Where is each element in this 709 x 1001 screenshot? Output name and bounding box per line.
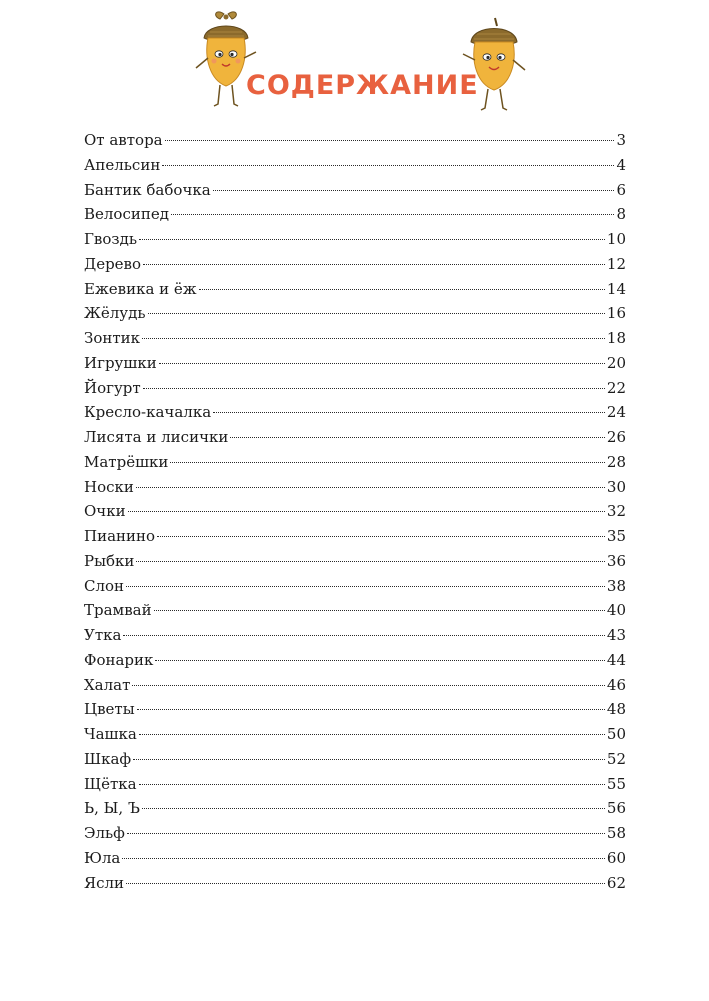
toc-entry-label: Кресло-качалка <box>84 403 212 422</box>
toc-entry[interactable] <box>84 871 626 896</box>
toc-entry-label: Чашка <box>84 725 137 743</box>
toc-entry-page-number: 56 <box>606 799 626 818</box>
dot-leader <box>137 709 605 710</box>
toc-entry[interactable] <box>84 425 626 450</box>
dot-leader <box>213 412 605 413</box>
toc-entry-page-number: 40 <box>606 601 626 620</box>
toc-entry-page-number: 38 <box>606 576 626 595</box>
toc-entry-label: Шкаф <box>84 749 132 768</box>
dot-leader <box>148 313 605 314</box>
toc-entry[interactable] <box>84 821 626 846</box>
toc-entry-page-number: 60 <box>606 848 626 867</box>
toc-entry[interactable] <box>84 450 626 475</box>
toc-entry-label: Пианино <box>84 527 156 545</box>
table-of-contents <box>84 128 626 895</box>
toc-entry[interactable] <box>84 648 626 673</box>
toc-entry[interactable] <box>84 400 626 425</box>
toc-entry[interactable] <box>84 598 626 623</box>
toc-entry[interactable] <box>84 326 626 351</box>
toc-entry-label: Гвоздь <box>84 230 137 248</box>
dot-leader <box>199 289 605 290</box>
toc-entry-page-number: 22 <box>606 378 626 397</box>
dot-leader <box>143 388 605 389</box>
toc-entry-label: Трамвай <box>84 601 152 620</box>
toc-entry[interactable] <box>84 153 626 178</box>
dot-leader <box>136 561 604 562</box>
dot-leader <box>165 140 615 141</box>
dot-leader <box>142 808 605 809</box>
toc-entry[interactable] <box>84 846 626 871</box>
toc-entry-label: Фонарик <box>84 650 154 669</box>
page-title: СОДЕРЖАНИЕ <box>246 70 479 101</box>
toc-entry-page-number: 50 <box>606 725 626 743</box>
toc-entry-page-number: 28 <box>606 452 626 471</box>
toc-entry[interactable] <box>84 697 626 722</box>
toc-entry-label: Слон <box>84 576 125 595</box>
toc-entry-label: Апельсин <box>84 155 161 174</box>
toc-entry[interactable] <box>84 277 626 302</box>
toc-entry-label: Дерево <box>84 254 142 273</box>
toc-entry[interactable] <box>84 301 626 326</box>
toc-entry[interactable] <box>84 128 626 153</box>
toc-entry-label: Ь, Ы, Ъ <box>84 799 140 818</box>
dot-leader <box>136 487 605 488</box>
dot-leader <box>170 462 605 463</box>
toc-entry-page-number: 10 <box>606 230 626 248</box>
toc-entry[interactable] <box>84 524 626 549</box>
toc-entry-page-number: 44 <box>606 650 626 669</box>
dot-leader <box>142 338 605 339</box>
toc-entry-page-number: 52 <box>606 749 626 768</box>
dot-leader <box>139 734 605 735</box>
acorn-boy-icon <box>455 14 533 114</box>
toc-entry-label: Йогурт <box>84 378 141 397</box>
dot-leader <box>123 635 604 636</box>
dot-leader <box>154 610 605 611</box>
toc-entry-page-number: 30 <box>606 477 626 496</box>
dot-leader <box>171 214 614 215</box>
toc-entry-label: От автора <box>84 131 163 149</box>
toc-entry-label: Юла <box>84 848 121 867</box>
toc-entry-page-number: 32 <box>606 502 626 521</box>
dot-leader <box>230 437 605 438</box>
toc-entry[interactable] <box>84 574 626 599</box>
toc-entry-label: Цветы <box>84 700 135 719</box>
dot-leader <box>122 858 605 859</box>
toc-entry-label: Ежевика и ёж <box>84 279 197 298</box>
toc-entry-label: Бантик бабочка <box>84 180 211 199</box>
toc-entry[interactable] <box>84 673 626 698</box>
toc-entry[interactable] <box>84 252 626 277</box>
toc-entry-label: Зонтик <box>84 329 141 347</box>
toc-entry-page-number: 16 <box>606 304 626 323</box>
toc-entry-page-number: 20 <box>606 353 626 372</box>
dot-leader <box>139 239 605 240</box>
toc-entry[interactable] <box>84 227 626 252</box>
dot-leader <box>157 536 605 537</box>
toc-entry-page-number: 18 <box>606 329 626 347</box>
dot-leader <box>159 363 605 364</box>
toc-entry-page-number: 14 <box>606 279 626 298</box>
toc-entry-page-number: 58 <box>606 824 626 842</box>
toc-entry-label: Халат <box>84 675 131 694</box>
toc-entry-label: Эльф <box>84 824 125 842</box>
toc-entry[interactable] <box>84 499 626 524</box>
toc-entry-label: Жёлудь <box>84 304 146 323</box>
dot-leader <box>133 759 605 760</box>
toc-entry[interactable] <box>84 549 626 574</box>
dot-leader <box>162 165 614 166</box>
toc-entry-page-number: 12 <box>606 254 626 273</box>
toc-entry-page-number: 35 <box>606 527 626 545</box>
dot-leader <box>127 833 605 834</box>
toc-entry-page-number: 62 <box>606 873 626 892</box>
toc-entry-label: Утка <box>84 626 122 644</box>
toc-entry-page-number: 48 <box>606 700 626 719</box>
toc-entry[interactable] <box>84 623 626 648</box>
dot-leader <box>126 586 605 587</box>
toc-entry[interactable] <box>84 722 626 747</box>
toc-entry-label: Щётка <box>84 774 137 793</box>
dot-leader <box>132 685 605 686</box>
toc-entry-page-number: 8 <box>616 205 626 224</box>
toc-entry-label: Ясли <box>84 873 125 892</box>
dot-leader <box>126 883 605 884</box>
toc-entry-label: Матрёшки <box>84 452 169 471</box>
toc-entry[interactable] <box>84 376 626 401</box>
toc-entry-label: Рыбки <box>84 551 135 570</box>
toc-entry-label: Носки <box>84 477 134 496</box>
toc-entry-page-number: 6 <box>616 180 626 199</box>
toc-entry-page-number: 36 <box>606 551 626 570</box>
toc-entry-page-number: 3 <box>616 131 626 149</box>
dot-leader <box>155 660 605 661</box>
dot-leader <box>128 511 605 512</box>
toc-entry[interactable] <box>84 475 626 500</box>
toc-entry[interactable] <box>84 178 626 203</box>
toc-entry[interactable] <box>84 747 626 772</box>
toc-entry-page-number: 55 <box>606 774 626 793</box>
toc-entry[interactable] <box>84 351 626 376</box>
toc-entry[interactable] <box>84 202 626 227</box>
toc-entry-page-number: 24 <box>606 403 626 422</box>
header <box>0 0 709 120</box>
toc-entry-label: Велосипед <box>84 205 169 224</box>
toc-entry-page-number: 4 <box>616 155 626 174</box>
toc-entry-label: Очки <box>84 502 126 521</box>
dot-leader <box>143 264 605 265</box>
toc-entry[interactable] <box>84 796 626 821</box>
toc-entry-page-number: 26 <box>606 428 626 446</box>
toc-entry-page-number: 46 <box>606 675 626 694</box>
toc-entry-label: Лисята и лисички <box>84 428 229 446</box>
toc-entry[interactable] <box>84 772 626 797</box>
dot-leader <box>139 784 605 785</box>
toc-entry-page-number: 43 <box>606 626 626 644</box>
toc-entry-label: Игрушки <box>84 353 157 372</box>
dot-leader <box>213 190 615 191</box>
